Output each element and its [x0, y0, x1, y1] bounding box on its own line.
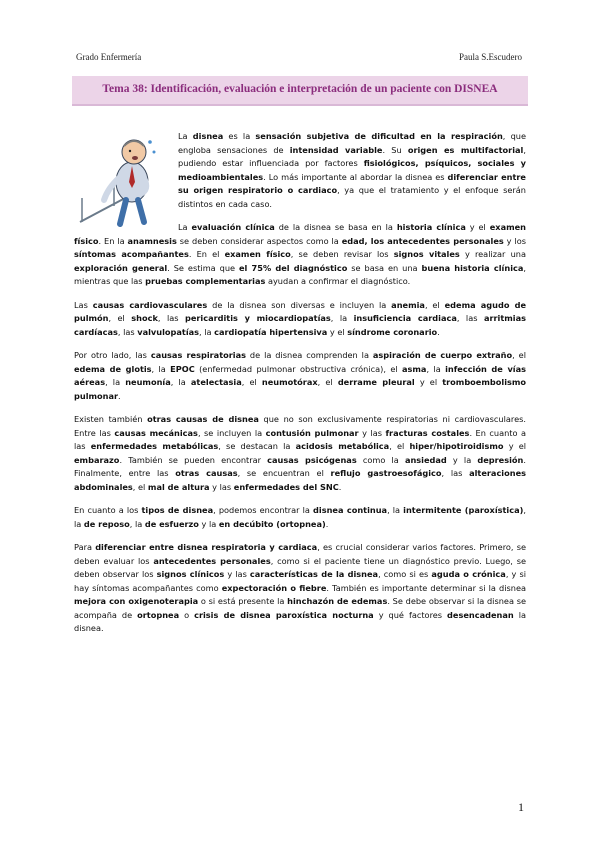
- text-run: se basa en una: [347, 262, 422, 273]
- paragraph: [74, 349, 526, 403]
- text-run: o si está presente la: [198, 596, 288, 606]
- paragraph: [74, 299, 526, 340]
- text-run: , el: [424, 299, 445, 310]
- bold-term: alteraciones abdominales: [74, 468, 526, 492]
- document-body: [74, 130, 526, 646]
- text-run: . En cuanto a las: [74, 427, 527, 451]
- text-run: . También se pueden encontrar: [119, 454, 268, 465]
- text-run: y realizar una: [459, 249, 526, 259]
- bold-term: embarazo: [74, 454, 120, 465]
- bold-term: exploración general: [74, 262, 168, 273]
- bold-term: otras causas: [175, 468, 238, 478]
- text-run: , es crucial considerar varios factores. Primero, se deben evaluar los: [74, 542, 527, 566]
- text-run: , el: [132, 481, 148, 492]
- text-run: de la disnea comprenden la: [245, 350, 373, 360]
- bold-term: neumonía: [125, 377, 171, 387]
- paragraph: [74, 541, 526, 636]
- text-run: , la: [74, 505, 526, 529]
- title-box: [72, 76, 528, 106]
- bold-term: desencadenan: [447, 609, 514, 620]
- bold-term: hinchazón de edemas: [287, 596, 388, 606]
- text-run: , se deben revisar los: [290, 249, 394, 259]
- paragraph: [74, 413, 526, 494]
- text-run: , la: [105, 377, 126, 387]
- bold-term: pruebas complementarias: [145, 276, 266, 286]
- bold-term: shock: [131, 313, 158, 323]
- text-run: , el: [512, 350, 526, 360]
- paragraph: [74, 504, 526, 531]
- text-run: o: [179, 609, 195, 620]
- bold-term: intermitente (paroxística): [403, 505, 524, 515]
- text-run: y el: [327, 326, 348, 337]
- text-run: de la disnea se basa en la: [274, 222, 397, 232]
- page-number: 1: [518, 800, 524, 814]
- text-run: , el: [241, 377, 262, 387]
- bold-term: hiper/hipotiroidismo: [409, 441, 504, 451]
- bold-term: edema agudo de pulmón: [74, 299, 527, 323]
- bold-term: el 75% del diagnóstico: [239, 262, 348, 273]
- bold-term: antecedentes personales: [153, 555, 271, 566]
- bold-term: enfermedades del SNC: [233, 481, 339, 492]
- bold-term: depresión: [477, 454, 524, 465]
- bold-term: fisiológicos, psíquicos, sociales y medioambientales: [178, 158, 526, 182]
- bold-term: neumotórax: [261, 377, 318, 387]
- text-run: , la: [151, 363, 171, 374]
- text-run: y las: [358, 427, 386, 438]
- text-run: .: [338, 481, 342, 492]
- text-run: , las: [456, 313, 484, 323]
- text-run: y la: [198, 518, 219, 529]
- text-run: . Se estima que: [167, 262, 239, 273]
- header-right: Paula S.Escudero: [459, 52, 522, 62]
- text-run: En cuanto a los: [74, 505, 142, 515]
- bold-term: disnea: [192, 131, 224, 141]
- bold-term: en decúbito (ortopnea): [218, 518, 326, 529]
- bold-term: disnea continua: [313, 505, 388, 515]
- bold-term: tromboembolismo pulmonar: [74, 377, 527, 401]
- text-run: , el: [108, 313, 132, 323]
- text-run: .: [118, 390, 121, 401]
- bold-term: valvulopatías: [137, 326, 200, 337]
- paragraph: [74, 221, 526, 289]
- text-run: , pudiendo estar influenciada por factores: [178, 144, 526, 168]
- bold-term: historia clínica: [396, 222, 466, 232]
- bold-term: EPOC: [170, 363, 195, 374]
- text-run: y qué factores: [373, 609, 448, 620]
- text-run: la disnea.: [74, 609, 526, 633]
- text-run: , la: [387, 505, 404, 515]
- text-run: , el: [317, 377, 338, 387]
- text-run: y el: [465, 222, 490, 232]
- text-run: como la: [356, 454, 405, 465]
- text-run: y las: [224, 569, 250, 579]
- text-run: . Finalmente, entre las: [74, 454, 526, 478]
- text-run: .: [325, 518, 329, 529]
- bold-term: características de la disnea: [249, 569, 379, 579]
- bold-term: edad, los antecedentes personales: [341, 235, 504, 246]
- text-run: ayudan a confirmar el diagnóstico.: [265, 276, 411, 286]
- bold-term: examen físico: [74, 222, 527, 246]
- bold-term: ansiedad: [404, 454, 447, 465]
- bold-term: de esfuerzo: [144, 518, 199, 529]
- text-run: es la: [223, 131, 256, 141]
- text-run: , como si es: [378, 569, 432, 579]
- bold-term: causas cardiovasculares: [92, 299, 208, 310]
- text-run: , las: [441, 468, 470, 478]
- text-run: . Se debe observar si la disnea se acompaña de: [74, 596, 527, 620]
- text-run: , se encuentran el: [237, 468, 331, 478]
- text-run: , la: [330, 313, 354, 323]
- bold-term: edema de glotis: [74, 363, 152, 374]
- bold-term: aspiración de cuerpo extraño: [372, 350, 513, 360]
- bold-term: anemia: [391, 299, 425, 310]
- bold-term: derrame pleural: [337, 377, 415, 387]
- bold-term: evaluación clínica: [191, 222, 275, 232]
- text-run: , y si hay síntomas acompañantes como: [74, 569, 526, 593]
- bold-term: mejora con oxigenoterapia: [74, 596, 199, 606]
- bold-term: tipos de disnea: [141, 505, 214, 515]
- bold-term: síntomas acompañantes: [74, 249, 189, 259]
- bold-term: intensidad variable: [289, 144, 383, 155]
- bold-term: asma: [402, 363, 427, 374]
- bold-term: otras causas de disnea: [147, 414, 259, 424]
- text-run: y las: [209, 481, 234, 492]
- text-run: , que engloba sensaciones de: [178, 131, 526, 155]
- text-run: . En la: [98, 235, 128, 246]
- text-run: La: [178, 222, 192, 232]
- text-run: , la: [129, 518, 145, 529]
- bold-term: diferenciar entre disnea respiratoria y cardiaca: [95, 542, 318, 552]
- text-run: , mientras que las: [74, 262, 526, 286]
- text-run: , la: [199, 326, 215, 337]
- bold-term: mal de altura: [147, 481, 210, 492]
- bold-term: cardiopatía hipertensiva: [214, 326, 328, 337]
- bold-term: fracturas costales: [385, 427, 470, 438]
- bold-term: aguda o crónica: [431, 569, 506, 579]
- bold-term: reflujo gastroesofágico: [330, 468, 442, 478]
- text-run: (enfermedad pulmonar obstructiva crónica), el: [194, 363, 402, 374]
- text-run: , se incluyen la: [197, 427, 266, 438]
- bold-term: signos vitales: [393, 249, 460, 259]
- bold-term: anamnesis: [127, 235, 177, 246]
- bold-term: atelectasia: [190, 377, 242, 387]
- bold-term: arritmias cardíacas: [74, 313, 526, 337]
- bold-term: ortopnea: [137, 609, 180, 620]
- text-run: , las: [117, 326, 138, 337]
- bold-term: expectoración o fiebre: [221, 582, 327, 593]
- bold-term: contusión pulmonar: [265, 427, 359, 438]
- bold-term: diferenciar entre su origen respiratorio o cardiaco: [178, 171, 526, 195]
- text-run: . Lo más importante al abordar la disnea es: [263, 171, 448, 182]
- text-run: Existen también: [74, 414, 148, 424]
- text-run: y la: [446, 454, 478, 465]
- text-run: y los: [503, 235, 526, 246]
- bold-term: insuficiencia cardiaca: [353, 313, 457, 323]
- text-run: , podemos encontrar la: [213, 505, 314, 515]
- text-run: .: [437, 326, 440, 337]
- bold-term: acidosis metabólica: [295, 441, 390, 451]
- text-run: , la: [170, 377, 191, 387]
- text-run: que no son exclusivamente respiratorias ni cardiovasculares. Entre las: [74, 414, 526, 438]
- bold-term: infección de vías aéreas: [74, 363, 526, 387]
- text-run: se deben considerar aspectos como la: [176, 235, 342, 246]
- text-run: , el: [389, 441, 410, 451]
- bold-term: de reposo: [83, 518, 130, 529]
- text-run: . En el: [188, 249, 225, 259]
- bold-term: buena historia clínica: [421, 262, 524, 273]
- text-run: . También es importante determinar si la disnea: [326, 582, 526, 593]
- text-run: y el: [414, 377, 443, 387]
- header-left: Grado Enfermería: [76, 52, 142, 62]
- bold-term: examen físico: [224, 249, 291, 259]
- bold-term: pericarditis y miocardiopatías: [184, 313, 331, 323]
- text-run: , como si el paciente tiene un diagnóstico previo. Luego, se deben observar los: [74, 555, 526, 579]
- text-run: Para: [74, 542, 96, 552]
- text-run: , las: [157, 313, 185, 323]
- bold-term: enfermedades metabólicas: [90, 441, 219, 451]
- breathless-man-illustration: [74, 130, 172, 230]
- document-title: Tema 38: Identificación, evaluación e interpretación de un paciente con DISNEA: [102, 83, 498, 95]
- bold-term: signos clínicos: [156, 569, 225, 579]
- text-run: , se destacan la: [218, 441, 296, 451]
- text-run: de la disnea son diversas e incluyen la: [207, 299, 392, 310]
- bold-term: causas mecánicas: [114, 427, 198, 438]
- bold-term: sensación subjetiva de dificultad en la respiración: [255, 131, 503, 141]
- text-run: Por otro lado, las: [74, 350, 151, 360]
- text-run: y el: [503, 441, 527, 451]
- text-run: , ya que el tratamiento y el enfoque serán distintos en cada caso.: [178, 185, 526, 209]
- bold-term: origen es multifactorial: [407, 144, 524, 155]
- bold-term: síndrome coronario: [347, 326, 438, 337]
- bold-term: causas respiratorias: [150, 350, 246, 360]
- text-run: La: [178, 131, 193, 141]
- text-run: . Su: [382, 144, 408, 155]
- bold-term: causas psicógenas: [267, 454, 357, 465]
- text-run: Las: [74, 299, 93, 310]
- text-run: , la: [426, 363, 446, 374]
- bold-term: crisis de disnea paroxística nocturna: [194, 609, 374, 620]
